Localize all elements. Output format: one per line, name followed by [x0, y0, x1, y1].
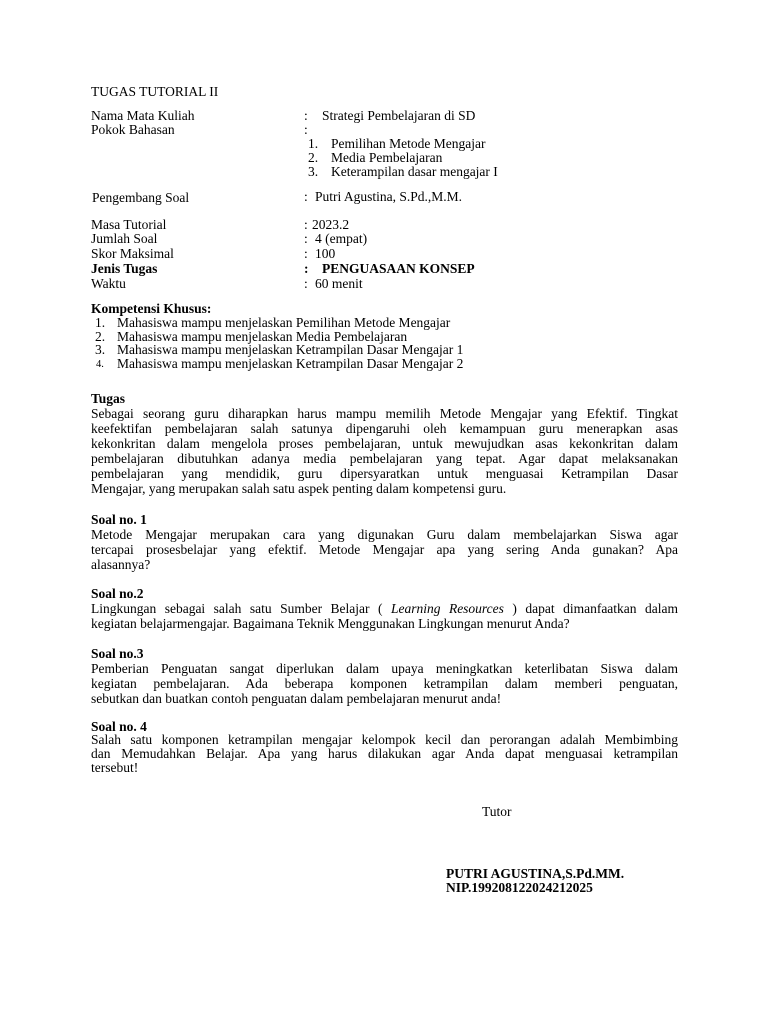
kompetensi-item-number: 2. [95, 329, 106, 344]
kompetensi-item-text: Mahasiswa mampu menjelaskan Ketrampilan Dasar Mengajar 1 [117, 342, 464, 357]
soal-2-heading: Soal no.2 [91, 586, 144, 601]
signature-nip: NIP.199208122024212025 [446, 880, 593, 895]
soal-4-paragraph [91, 733, 678, 775]
field-sep: : [304, 108, 308, 123]
kompetensi-item-number: 3. [95, 342, 106, 357]
pokok-item-number: 1. [308, 136, 319, 151]
pokok-item-number: 3. [308, 164, 319, 179]
soal-2-line: kegiatan belajarmengajar. Bagaimana Teknik Menggunakan Lingkungan menurut Anda? [91, 616, 570, 631]
soal-3-line: kegiatan pembelajaran. Ada beberapa komponen ketrampilan dalam memberi penguatan, [91, 676, 678, 691]
soal-4-line: Salah satu komponen ketrampilan mengajar kelompok kecil dan perorangan adalah Membimbing [91, 732, 678, 747]
field-label-pengembang-soal: Pengembang Soal [92, 190, 190, 205]
pokok-item-text: Pemilihan Metode Mengajar [331, 136, 486, 151]
soal-4-line: dan Memudahkan Belajar. Apa yang harus dilakukan agar Anda dapat menguasai ketrampilan [91, 746, 678, 761]
field-label-waktu: Waktu [91, 276, 126, 291]
field-sep: : [304, 231, 308, 246]
tugas-line: keefektifan pembelajaran salah satunya dipengaruhi oleh kemampuan guru menerapkan asas [91, 421, 678, 436]
soal-4-line: tersebut! [91, 760, 139, 775]
soal-1-line: tercapai prosesbelajar yang efektif. Metode Mengajar apa yang sering Anda gunakan? Apa [91, 542, 678, 557]
pokok-item-text: Media Pembelajaran [331, 150, 443, 165]
soal-2-line [91, 601, 678, 616]
field-sep: : [304, 189, 308, 204]
field-label-jumlah-soal: Jumlah Soal [91, 231, 158, 246]
kompetensi-item-text: Mahasiswa mampu menjelaskan Pemilihan Metode Mengajar [117, 315, 451, 330]
kompetensi-item-text: Mahasiswa mampu menjelaskan Ketrampilan Dasar Mengajar 2 [117, 356, 464, 371]
soal-2-italic-term: Learning Resources [390, 601, 504, 616]
soal-3-line: Pemberian Penguatan sangat diperlukan dalam upaya meningkatkan keterlibatan Siswa dalam [91, 661, 678, 676]
pokok-item-number: 2. [308, 150, 319, 165]
kompetensi-heading: Kompetensi Khusus: [91, 301, 212, 316]
tugas-line: Mengajar, yang merupakan salah satu aspek penting dalam kompetensi guru. [91, 481, 507, 496]
field-label-skor-maksimal: Skor Maksimal [91, 246, 174, 261]
field-label-mata-kuliah: Nama Mata Kuliah [91, 108, 195, 123]
field-label-jenis-tugas: Jenis Tugas [91, 261, 158, 276]
signature-role: Tutor [482, 804, 512, 819]
soal-1-heading: Soal no. 1 [91, 512, 147, 527]
field-sep: : [304, 122, 308, 137]
field-value-skor-maksimal: 100 [315, 246, 336, 261]
kompetensi-item-number: 1. [95, 315, 106, 330]
signature-name: PUTRI AGUSTINA,S.Pd.MM. [446, 866, 625, 881]
field-sep: : [304, 217, 308, 232]
kompetensi-item-number: 4. [96, 359, 104, 370]
field-value-waktu: 60 menit [315, 276, 363, 291]
soal-2-text: Lingkungan sebagai salah satu Sumber Belajar ( [91, 601, 391, 616]
soal-2-paragraph [91, 601, 678, 631]
document-title: TUGAS TUTORIAL II [91, 84, 219, 99]
soal-3-paragraph [91, 661, 678, 706]
field-sep: : [304, 261, 309, 276]
field-sep: : [304, 246, 308, 261]
soal-1-paragraph [91, 527, 678, 572]
soal-4-heading: Soal no. 4 [91, 719, 147, 734]
field-value-mata-kuliah: Strategi Pembelajaran di SD [322, 108, 476, 123]
field-value-masa-tutorial: 2023.2 [312, 217, 350, 232]
field-label-pokok-bahasan: Pokok Bahasan [91, 122, 175, 137]
tugas-line: pembelajaran dibutuhkan adanya media pembelajaran yang tepat. Agar dapat melaksanakan [91, 451, 678, 466]
field-value-pengembang-soal: Putri Agustina, S.Pd.,M.M. [315, 189, 463, 204]
field-label-masa-tutorial: Masa Tutorial [91, 217, 167, 232]
tugas-heading: Tugas [91, 391, 126, 406]
pokok-item-text: Keterampilan dasar mengajar I [331, 164, 498, 179]
field-value-jenis-tugas: PENGUASAAN KONSEP [322, 261, 475, 276]
soal-1-line: alasannya? [91, 557, 151, 572]
tugas-line: Sebagai seorang guru diharapkan harus mampu memilih Metode Mengajar yang Efektif. Tingkat [91, 406, 678, 421]
field-value-jumlah-soal: 4 (empat) [315, 231, 368, 246]
soal-1-line: Metode Mengajar merupakan cara yang digunakan Guru dalam membelajarkan Siswa agar [91, 527, 678, 542]
tugas-line: kekonkritan dalam mengelola proses pembelajaran, untuk mewujudkan asas kekonkritan dalam [91, 436, 678, 451]
soal-3-line: sebutkan dan buatkan contoh penguatan dalam pembelajaran menurut anda! [91, 691, 502, 706]
tugas-paragraph [91, 406, 678, 496]
field-sep: : [304, 276, 308, 291]
kompetensi-item-text: Mahasiswa mampu menjelaskan Media Pembelajaran [117, 329, 408, 344]
tugas-line: pembelajaran yang mendidik, guru dipersyaratkan untuk menguasai Ketrampilan Dasar [91, 466, 678, 481]
soal-2-text: ) dapat dimanfaatkan dalam [503, 601, 678, 616]
soal-3-heading: Soal no.3 [91, 646, 144, 661]
